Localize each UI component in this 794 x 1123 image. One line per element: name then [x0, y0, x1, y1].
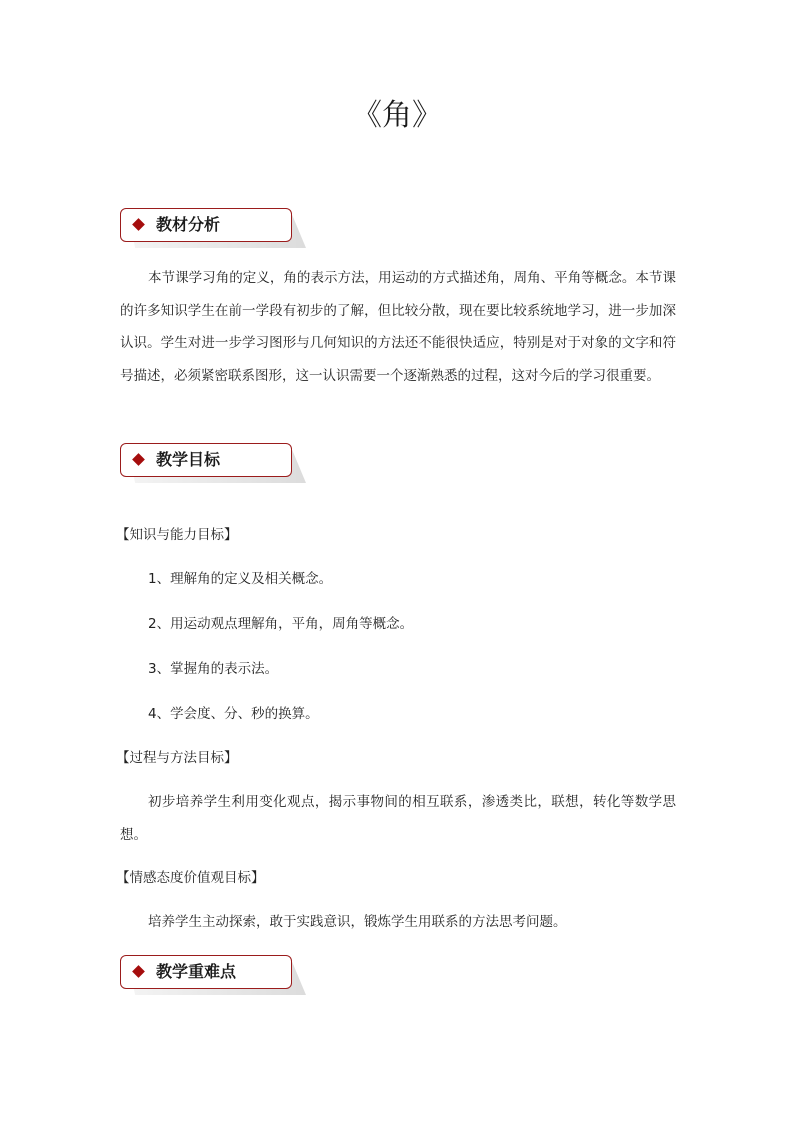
diamond-icon — [132, 453, 145, 466]
knowledge-item-3: 3、掌握角的表示法。 — [148, 661, 279, 677]
section-header-analysis — [120, 208, 310, 248]
section-heading-analysis: 教材分析 — [156, 215, 221, 234]
diamond-icon — [132, 218, 145, 231]
analysis-paragraph: 本节课学习角的定义，角的表示方法，用运动的方式描述角，周角、平角等概念。本节课的许多知识学生在前一学段有初步的了解，但比较分散，现在要比较系统地学习，进一步加深认识。学生对进一步学习图形与几何知识的方法还不能很快适应，特别是对于对象的文字和符号描述，必须紧密联系图形，这一认识需要一个逐渐熟悉的过程，这对今后的学习很重要。 — [120, 270, 676, 384]
section-header-key-points — [120, 955, 310, 995]
knowledge-heading: 【知识与能力目标】 — [116, 527, 238, 543]
process-heading: 【过程与方法目标】 — [116, 750, 238, 766]
diamond-icon — [132, 965, 145, 978]
section-heading-key-points: 教学重难点 — [156, 962, 237, 981]
knowledge-item-4: 4、学会度、分、秒的换算。 — [148, 706, 319, 722]
process-paragraph: 初步培养学生利用变化观点，揭示事物间的相互联系，渗透类比，联想，转化等数学思想。 — [120, 794, 676, 843]
section-header-box — [120, 955, 292, 989]
emotion-paragraph: 培养学生主动探索，敢于实践意识，锻炼学生用联系的方法思考问题。 — [148, 914, 567, 930]
section-header-box — [120, 208, 292, 242]
section-header-objectives — [120, 443, 310, 483]
section-heading-objectives: 教学目标 — [156, 450, 221, 469]
knowledge-item-2: 2、用运动观点理解角，平角，周角等概念。 — [148, 616, 414, 632]
page-title: 《角》 — [352, 98, 442, 133]
section-header-box — [120, 443, 292, 477]
knowledge-item-1: 1、理解角的定义及相关概念。 — [148, 571, 333, 587]
emotion-heading: 【情感态度价值观目标】 — [116, 870, 265, 886]
